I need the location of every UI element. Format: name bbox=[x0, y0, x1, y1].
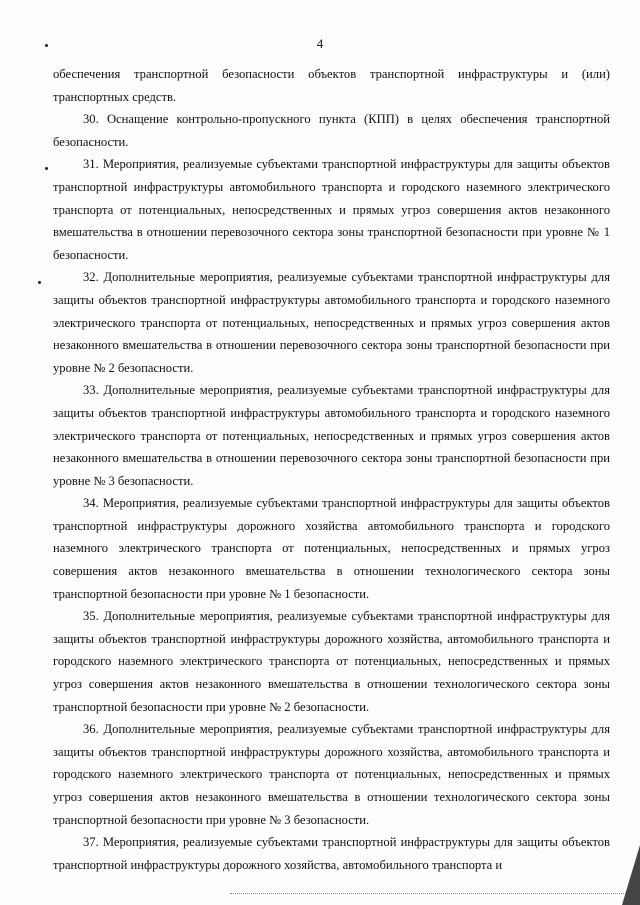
paragraph-34: 34. Мероприятия, реализуемые субъектами транспортной инфраструктуры для защиты объектов транспортной инфраструктуры дорожного хозяйства автомобильного транспорта и городского наземного электрического транспорта от потенциальных, непосредственных и прямых угроз совершения актов незаконного вмешательства в отношении технологического сектора зоны транспортной безопасности при уровне № 1 безопасности. bbox=[53, 496, 610, 601]
document-body bbox=[53, 63, 610, 876]
page-number: 4 bbox=[316, 36, 324, 51]
scan-bottom-edge bbox=[230, 893, 640, 902]
scan-speck-low bbox=[38, 281, 41, 284]
paragraph-35: 35. Дополнительные мероприятия, реализуемые субъектами транспортной инфраструктуры для защиты объектов транспортной инфраструктуры дорожного хозяйства, автомобильного транспорта и городского наземного электрического транспорта от потенциальных, непосредственных и прямых угроз совершения актов незаконного вмешательства в отношении технологического сектора зоны транспортной безопасности при уровне № 2 безопасности. bbox=[53, 609, 610, 714]
scan-speck-mid bbox=[45, 167, 48, 170]
paragraph-33: 33. Дополнительные мероприятия, реализуемые субъектами транспортной инфраструктуры для защиты объектов транспортной инфраструктуры автомобильного транспорта и городского наземного электрического транспорта от потенциальных, непосредственных и прямых угроз совершения актов незаконного вмешательства в отношении перевозочного сектора зоны транспортной безопасности при уровне № 3 безопасности. bbox=[53, 383, 610, 488]
paragraph-30: 30. Оснащение контрольно-пропускного пункта (КПП) в целях обеспечения транспортной безопасности. bbox=[53, 112, 610, 149]
paragraph-37: 37. Мероприятия, реализуемые субъектами транспортной инфраструктуры для защиты объектов транспортной инфраструктуры дорожного хозяйства, автомобильного транспорта и bbox=[53, 835, 610, 872]
paragraph-32: 32. Дополнительные мероприятия, реализуемые субъектами транспортной инфраструктуры для защиты объектов транспортной инфраструктуры автомобильного транспорта и городского наземного электрического транспорта от потенциальных, непосредственных и прямых угроз совершения актов незаконного вмешательства в отношении перевозочного сектора зоны транспортной безопасности при уровне № 2 безопасности. bbox=[53, 270, 610, 375]
paragraph-31: 31. Мероприятия, реализуемые субъектами транспортной инфраструктуры для защиты объектов транспортной инфраструктуры автомобильного транспорта и городского наземного электрического транспорта от потенциальных, непосредственных и прямых угроз совершения актов незаконного вмешательства в отношении перевозочного сектора зоны транспортной безопасности при уровне № 1 безопасности. bbox=[53, 157, 610, 262]
scan-corner-shadow bbox=[622, 845, 640, 905]
paragraph-continuation: обеспечения транспортной безопасности объектов транспортной инфраструктуры и (или) транспортных средств. bbox=[53, 67, 610, 104]
paragraph-36: 36. Дополнительные мероприятия, реализуемые субъектами транспортной инфраструктуры для защиты объектов транспортной инфраструктуры дорожного хозяйства, автомобильного транспорта и городского наземного электрического транспорта от потенциальных, непосредственных и прямых угроз совершения актов незаконного вмешательства в отношении технологического сектора зоны транспортной безопасности при уровне № 3 безопасности. bbox=[53, 722, 610, 827]
